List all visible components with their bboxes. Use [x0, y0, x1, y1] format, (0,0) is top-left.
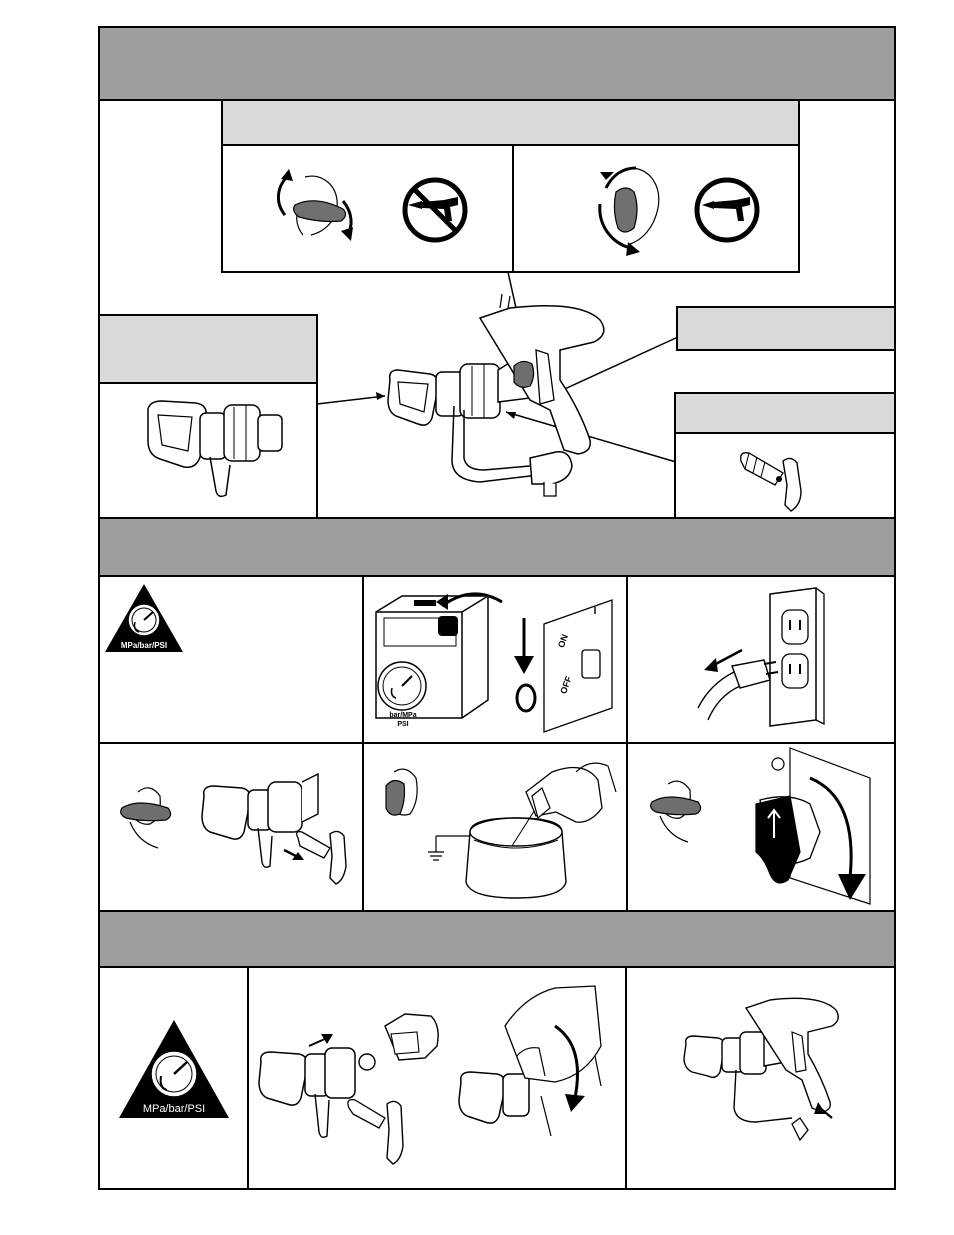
section-header-clean-tip: [98, 910, 896, 968]
switch-mark-on: I: [593, 606, 597, 617]
ground-bucket-icon: [376, 752, 616, 902]
gauge-label-large: MPa/bar/PSI: [142, 1103, 206, 1115]
tip-assembly-icon: [108, 752, 358, 902]
gauge-label-small: MPa/bar/PSI: [120, 641, 168, 650]
tip-guard-icon: [140, 395, 290, 505]
switch-on-label: ON: [555, 632, 571, 650]
prime-valve-icon: [640, 748, 870, 904]
tighten-nut-icon: [255, 986, 620, 1182]
section-header-pressure-relief: [98, 517, 896, 577]
pressure-gauge-label-1: bar/MPa: [389, 712, 417, 719]
switch-off-label: OFF: [558, 674, 574, 696]
spray-tip-callout-header: [674, 392, 896, 434]
tip-guard-callout-header: [98, 314, 318, 384]
trigger-callout-header: [676, 306, 896, 351]
unplug-cord-icon: [690, 584, 850, 734]
pressure-gauge-label-2: PSI: [397, 721, 409, 728]
gun-filter-icon: [680, 990, 860, 1150]
spray-tip-icon: [735, 445, 815, 515]
switch-mark-off: [601, 716, 602, 717]
spray-gun-icon: [380, 290, 630, 500]
